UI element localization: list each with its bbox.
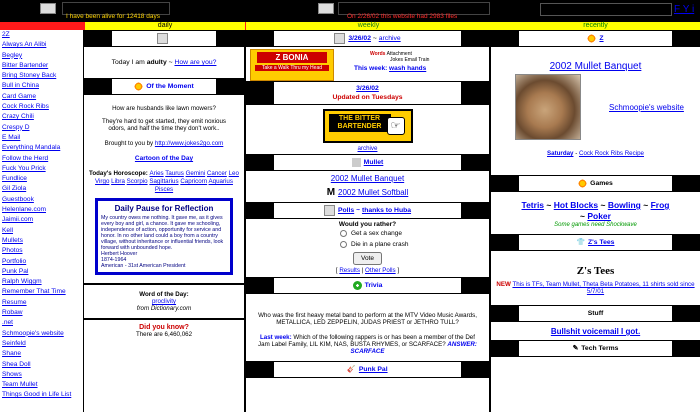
- weekly-column: 3/26/02 ~ archive Z BONIA Take a Walk Thru my Head Words Attachment Jokes Email Train This week: wash hands 3/26/02 Updated on Tuesdays THE BITTER BARTENDER ☞ archive Mullet 2002 Mullet Banquet M 2002 Mullet Softball Polls ~ thanks to Huba Would you rather? Get a sex change Die in a plane crash Vote [ Results | Other Polls ] Trivia Who was the first heavy metal band to perform at the MTV Video Music Awards, METALLICA, LED ZEPPELIN, JUDAS PRIEST or JETHRO TULL? Last week: Which of the following rappers is or has been a member of the Def Jam Label Family, LIL KIM, NAS, BUSTA RHYMES, or SCARFACE? ANSWER: SCARFACE 🎸 Punk Pal: [246, 30, 491, 412]
- reflection-role: American - 31st American President: [101, 263, 186, 269]
- horoscope-sign-link[interactable]: Leo: [228, 170, 239, 177]
- trivia-header: [246, 277, 489, 294]
- nav-link[interactable]: Everything Mandala: [2, 144, 61, 152]
- header-banner-slot: [540, 3, 672, 16]
- horoscope-sign-link[interactable]: Taurus: [165, 170, 184, 177]
- reflection-text: My country owes me nothing. It gave me, as it gives every boy and girl, a chance. It gave me schooling, independence of action, opportunity for service and honor. In no other land could a boy from a country village, without inheritance or influential friends, look forward with unbounded hope.: [101, 215, 224, 251]
- horoscope-sign-link[interactable]: Libra: [111, 178, 125, 185]
- tshirt-icon: 👕: [576, 239, 586, 246]
- tees-link[interactable]: Z's Tees: [588, 239, 615, 246]
- zbonia-title: Z BONIA: [257, 52, 327, 63]
- horoscope-label: Today's Horoscope:: [89, 170, 150, 177]
- jokes-credit-label: Brought to you by: [104, 140, 155, 147]
- poll-radio-1[interactable]: [340, 230, 347, 237]
- nav-link[interactable]: Crazy Chili: [2, 113, 34, 121]
- horoscope-sign-link[interactable]: Cancer: [206, 170, 227, 177]
- results-link[interactable]: Results: [339, 267, 360, 274]
- mullet-icon: [352, 158, 361, 167]
- jokes-credit: [84, 140, 244, 147]
- sun-icon: [587, 34, 596, 43]
- last-week: [254, 334, 481, 355]
- bb-title: THE BITTER BARTENDER: [329, 114, 391, 132]
- joke-answer: They're hard to get started, they emit noxious odors, and half the time they don't work..: [102, 118, 226, 132]
- horoscope-sign-link[interactable]: Capricorn: [180, 178, 208, 185]
- moment-header: [84, 78, 244, 95]
- tees-logo: Z's Tees: [576, 265, 615, 277]
- polls-link[interactable]: Polls: [337, 207, 355, 214]
- nav-link[interactable]: Card Game: [2, 92, 37, 100]
- nav-link[interactable]: Resume: [2, 298, 27, 306]
- sun-icon: [134, 82, 143, 91]
- horoscope-sign-link[interactable]: Aquarius: [208, 178, 233, 185]
- poll-icon: [324, 205, 335, 216]
- reflection-author: Herbert Hoover: [101, 251, 138, 257]
- calendar-icon: [334, 33, 345, 44]
- moment-title: Of the Moment: [146, 83, 194, 90]
- poll-option-2-label: Die in a plane crash: [351, 241, 409, 248]
- last-week-question: Which of the following rappers is or has been a member of the Def Jam Label Family, LIL KIM, NAS, BUSTA RHYMES, or SCARFACE?: [258, 334, 475, 348]
- last-week-answer: ANSWER: SCARFACE: [350, 341, 477, 355]
- nav-link[interactable]: Seinfeld: [2, 339, 26, 347]
- horoscope-sign-link[interactable]: Sagittarius: [149, 178, 179, 185]
- date-link[interactable]: 3/26/02: [348, 35, 371, 42]
- pen-icon: ✎: [572, 345, 579, 352]
- mood-value: adulty: [146, 59, 167, 66]
- banquet-link[interactable]: 2002 Mullet Banquet: [330, 174, 405, 183]
- last-week-label: Last week:: [260, 334, 294, 341]
- nav-link[interactable]: Schmoopie's website: [2, 329, 64, 337]
- game-link[interactable]: Hot Blocks: [553, 200, 599, 210]
- nav-link[interactable]: Ralph Wiggm: [2, 278, 42, 286]
- nav-link[interactable]: Robaw: [2, 309, 23, 317]
- games-title: Games: [590, 180, 613, 187]
- left-nav: [0, 30, 84, 412]
- alive-counter-text: I have been alive for 12418 days: [66, 13, 160, 20]
- fyia-link[interactable]: F Y i: [674, 4, 695, 15]
- tech-terms-title: Tech Terms: [581, 345, 619, 352]
- jokes-email-train: Jokes Email Train: [390, 57, 430, 63]
- jokes2go-link[interactable]: http://www.jokes2go.com: [154, 140, 224, 147]
- nav-link[interactable]: Follow the Herd: [2, 154, 49, 162]
- stuff-header: [491, 305, 700, 322]
- poll-question: Would you rather?: [338, 221, 397, 228]
- nav-link[interactable]: Shea Doll: [2, 360, 31, 368]
- tab-recently[interactable]: recently: [491, 22, 700, 30]
- game-sep: ~: [640, 200, 651, 210]
- nav-link[interactable]: Always An Alibi: [2, 41, 47, 49]
- trivia-question: Who was the first heavy metal band to perform at the MTV Video Music Awards, METALLICA, LED ZEPPELIN, JUDAS PRIEST or JETHRO TULL?: [258, 312, 477, 326]
- nav-link[interactable]: Remember That Time: [2, 288, 66, 296]
- zbonia-banner[interactable]: [250, 49, 334, 81]
- horoscope: [86, 170, 242, 194]
- nav-link[interactable]: Fuck You Prick: [2, 164, 46, 172]
- did-you-know-title: Did you know?: [139, 324, 189, 331]
- word-label: Word of the Day:: [139, 291, 189, 298]
- saturday-link[interactable]: Saturday: [547, 150, 574, 157]
- nav-link[interactable]: E Mail: [2, 133, 21, 141]
- tees-description-link[interactable]: This is TFs, Team Mullet, Theta Beta Potatoes, 11 shirts sold since 5/7/01: [512, 281, 695, 295]
- nav-link[interactable]: Punk Pal: [2, 267, 29, 275]
- guitar-icon: 🎸: [347, 366, 356, 373]
- tab-weekly[interactable]: weekly: [246, 22, 491, 30]
- games-header: [491, 175, 700, 192]
- nav-link[interactable]: .net: [2, 319, 13, 327]
- horoscope-sign-link[interactable]: Virgo: [95, 178, 110, 185]
- mood-sep: ~: [166, 59, 175, 66]
- nav-link[interactable]: Shows: [2, 370, 22, 378]
- nav-link[interactable]: Begley: [2, 51, 23, 59]
- mullet-header: [246, 154, 489, 171]
- nav-link[interactable]: Fundlice: [2, 175, 27, 183]
- did-you-know-text: There are 6,460,062: [135, 331, 193, 338]
- reflection-years: 1874-1964: [101, 257, 127, 263]
- game-link[interactable]: Tetris: [521, 200, 545, 210]
- word-source: from Dictionary.com: [136, 305, 192, 312]
- poll-option-2: [340, 239, 489, 250]
- new-badge: NEW: [496, 281, 511, 288]
- files-logo: [318, 3, 334, 14]
- voicemail-link[interactable]: Bullshit voicemail I got.: [550, 327, 641, 336]
- punk-pal-header: [246, 361, 489, 378]
- ribs-recipe-link[interactable]: Cock Rock Ribs Recipe: [578, 150, 644, 157]
- daily-column: [84, 30, 246, 412]
- polls-header: Polls ~ thanks to Huba: [246, 202, 489, 219]
- site-logo[interactable]: [40, 3, 56, 14]
- wash-hands-link[interactable]: wash hands: [389, 65, 427, 72]
- vote-button[interactable]: Vote: [353, 252, 382, 265]
- shockwave-note: Some games need Shockwave: [554, 222, 637, 228]
- updated-note: Updated on Tuesdays: [332, 94, 403, 101]
- other-polls-link[interactable]: Other Polls: [365, 267, 396, 274]
- bitter-bartender-banner[interactable]: [323, 109, 413, 143]
- poll-option-1: [340, 228, 489, 239]
- bb-archive-link[interactable]: archive: [357, 145, 378, 152]
- game-link[interactable]: Bowling: [607, 200, 641, 210]
- archive-link[interactable]: archive: [378, 35, 401, 42]
- horoscope-sign-link[interactable]: Aries: [149, 170, 164, 177]
- nav-link[interactable]: Bull in China: [2, 82, 40, 90]
- recently-column: Z 2002 Mullet Banquet Schmoopie's website Saturday - Cock Rock Ribs Recipe Games Tetris ~ Hot Blocks ~ Bowling ~ Frog ~ Poker Some games need Shockwave 👕 Z's Tees Z's Tees NEW This is TFs, Team Mullet, Theta Beta Potatoes, 11 shirts sold since 5/7/01 Stuff Bullshit voicemail I got. ✎ Tech Terms: [491, 30, 700, 412]
- z-link[interactable]: Z: [599, 35, 604, 42]
- word-of-day-link[interactable]: proclivity: [151, 298, 177, 305]
- horoscope-sign-link[interactable]: Pisces: [154, 186, 174, 193]
- m-logo-icon: M: [326, 187, 336, 198]
- trivia-icon: [353, 281, 362, 290]
- zbonia-subtitle: Take a Walk Thru my Head: [255, 65, 329, 71]
- bb-date-link[interactable]: 3/26/02: [356, 85, 379, 92]
- nav-link[interactable]: Cock Rock Ribs: [2, 103, 49, 111]
- schmoopie-link[interactable]: Schmoopie's website: [609, 103, 684, 112]
- trivia-title: Trivia: [364, 282, 383, 289]
- game-link[interactable]: Poker: [587, 211, 611, 221]
- nav-link[interactable]: Mullets: [2, 236, 23, 244]
- poll-radio-2[interactable]: [340, 241, 347, 248]
- nav-link[interactable]: Bitter Bartender: [2, 61, 49, 69]
- nav-link[interactable]: Guestbook: [2, 195, 34, 203]
- stuff-title: Stuff: [587, 310, 604, 317]
- how-are-you-link[interactable]: How are you?: [174, 59, 217, 66]
- recent-banquet-link[interactable]: 2002 Mullet Banquet: [549, 61, 642, 72]
- tab-daily[interactable]: daily: [85, 22, 245, 30]
- horoscope-sign-link[interactable]: Gemini: [185, 170, 206, 177]
- huba-link[interactable]: thanks to Huba: [361, 207, 412, 214]
- nav-link[interactable]: Kell: [2, 226, 13, 234]
- nav-link[interactable]: Bring Stoney Back: [2, 72, 57, 80]
- nav-link[interactable]: 2Z: [2, 31, 10, 38]
- nav-link[interactable]: Photos: [2, 247, 23, 255]
- games-list: [521, 200, 670, 222]
- date-sep: ~: [371, 35, 379, 42]
- daily-header-bar: [84, 30, 244, 47]
- mood-line: [84, 59, 244, 66]
- bb-date-header: [246, 81, 489, 105]
- reflection-box: [95, 198, 233, 275]
- mood-prefix: Today I am: [111, 59, 147, 66]
- this-week-label: This week:: [354, 65, 390, 72]
- words-attachment: Attachment: [386, 51, 412, 57]
- poll-option-1-label: Get a sex change: [351, 230, 402, 237]
- nav-link[interactable]: Team Mullet: [2, 381, 38, 389]
- punk-pal-link[interactable]: Punk Pal: [358, 366, 388, 373]
- files-counter-text: On 2/26/02 this website had 2983 files: [347, 13, 458, 20]
- game-link[interactable]: Frog: [650, 200, 670, 210]
- nav-link[interactable]: Jaimii.com: [2, 216, 34, 224]
- hand-pointer-icon: ☞: [387, 117, 405, 135]
- horoscope-sign-link[interactable]: Scorpio: [126, 178, 148, 185]
- game-sep: ~: [598, 200, 608, 210]
- zbonia-row: [246, 49, 489, 81]
- cartoon-link[interactable]: Cartoon of the Day: [134, 155, 194, 162]
- nav-link[interactable]: Things Good in Life List: [2, 391, 72, 399]
- softball-link[interactable]: 2002 Mullet Softball: [338, 188, 409, 197]
- joke-question: How are husbands like lawn mowers?: [112, 105, 216, 112]
- page-icon: [157, 33, 168, 44]
- words-label: Words: [370, 51, 386, 57]
- tees-header: [491, 234, 700, 251]
- weekly-date-header: [246, 30, 489, 47]
- nav-link[interactable]: Gil Ziola: [2, 185, 27, 193]
- nav-link[interactable]: Helenlane.com: [2, 206, 46, 214]
- game-sep: ~: [544, 200, 554, 210]
- nav-link[interactable]: Portfolio: [2, 257, 27, 265]
- reflection-title: Daily Pause for Reflection: [114, 204, 214, 213]
- cat-photo: [515, 74, 581, 140]
- nav-link[interactable]: Shane: [2, 350, 22, 358]
- game-sep: ~: [580, 211, 588, 221]
- mullet-link[interactable]: Mullet: [363, 159, 384, 166]
- sun-icon: [578, 179, 587, 188]
- recent-header: [491, 30, 700, 47]
- tech-terms-header: [491, 340, 700, 357]
- nav-link[interactable]: Crespy D: [2, 123, 30, 131]
